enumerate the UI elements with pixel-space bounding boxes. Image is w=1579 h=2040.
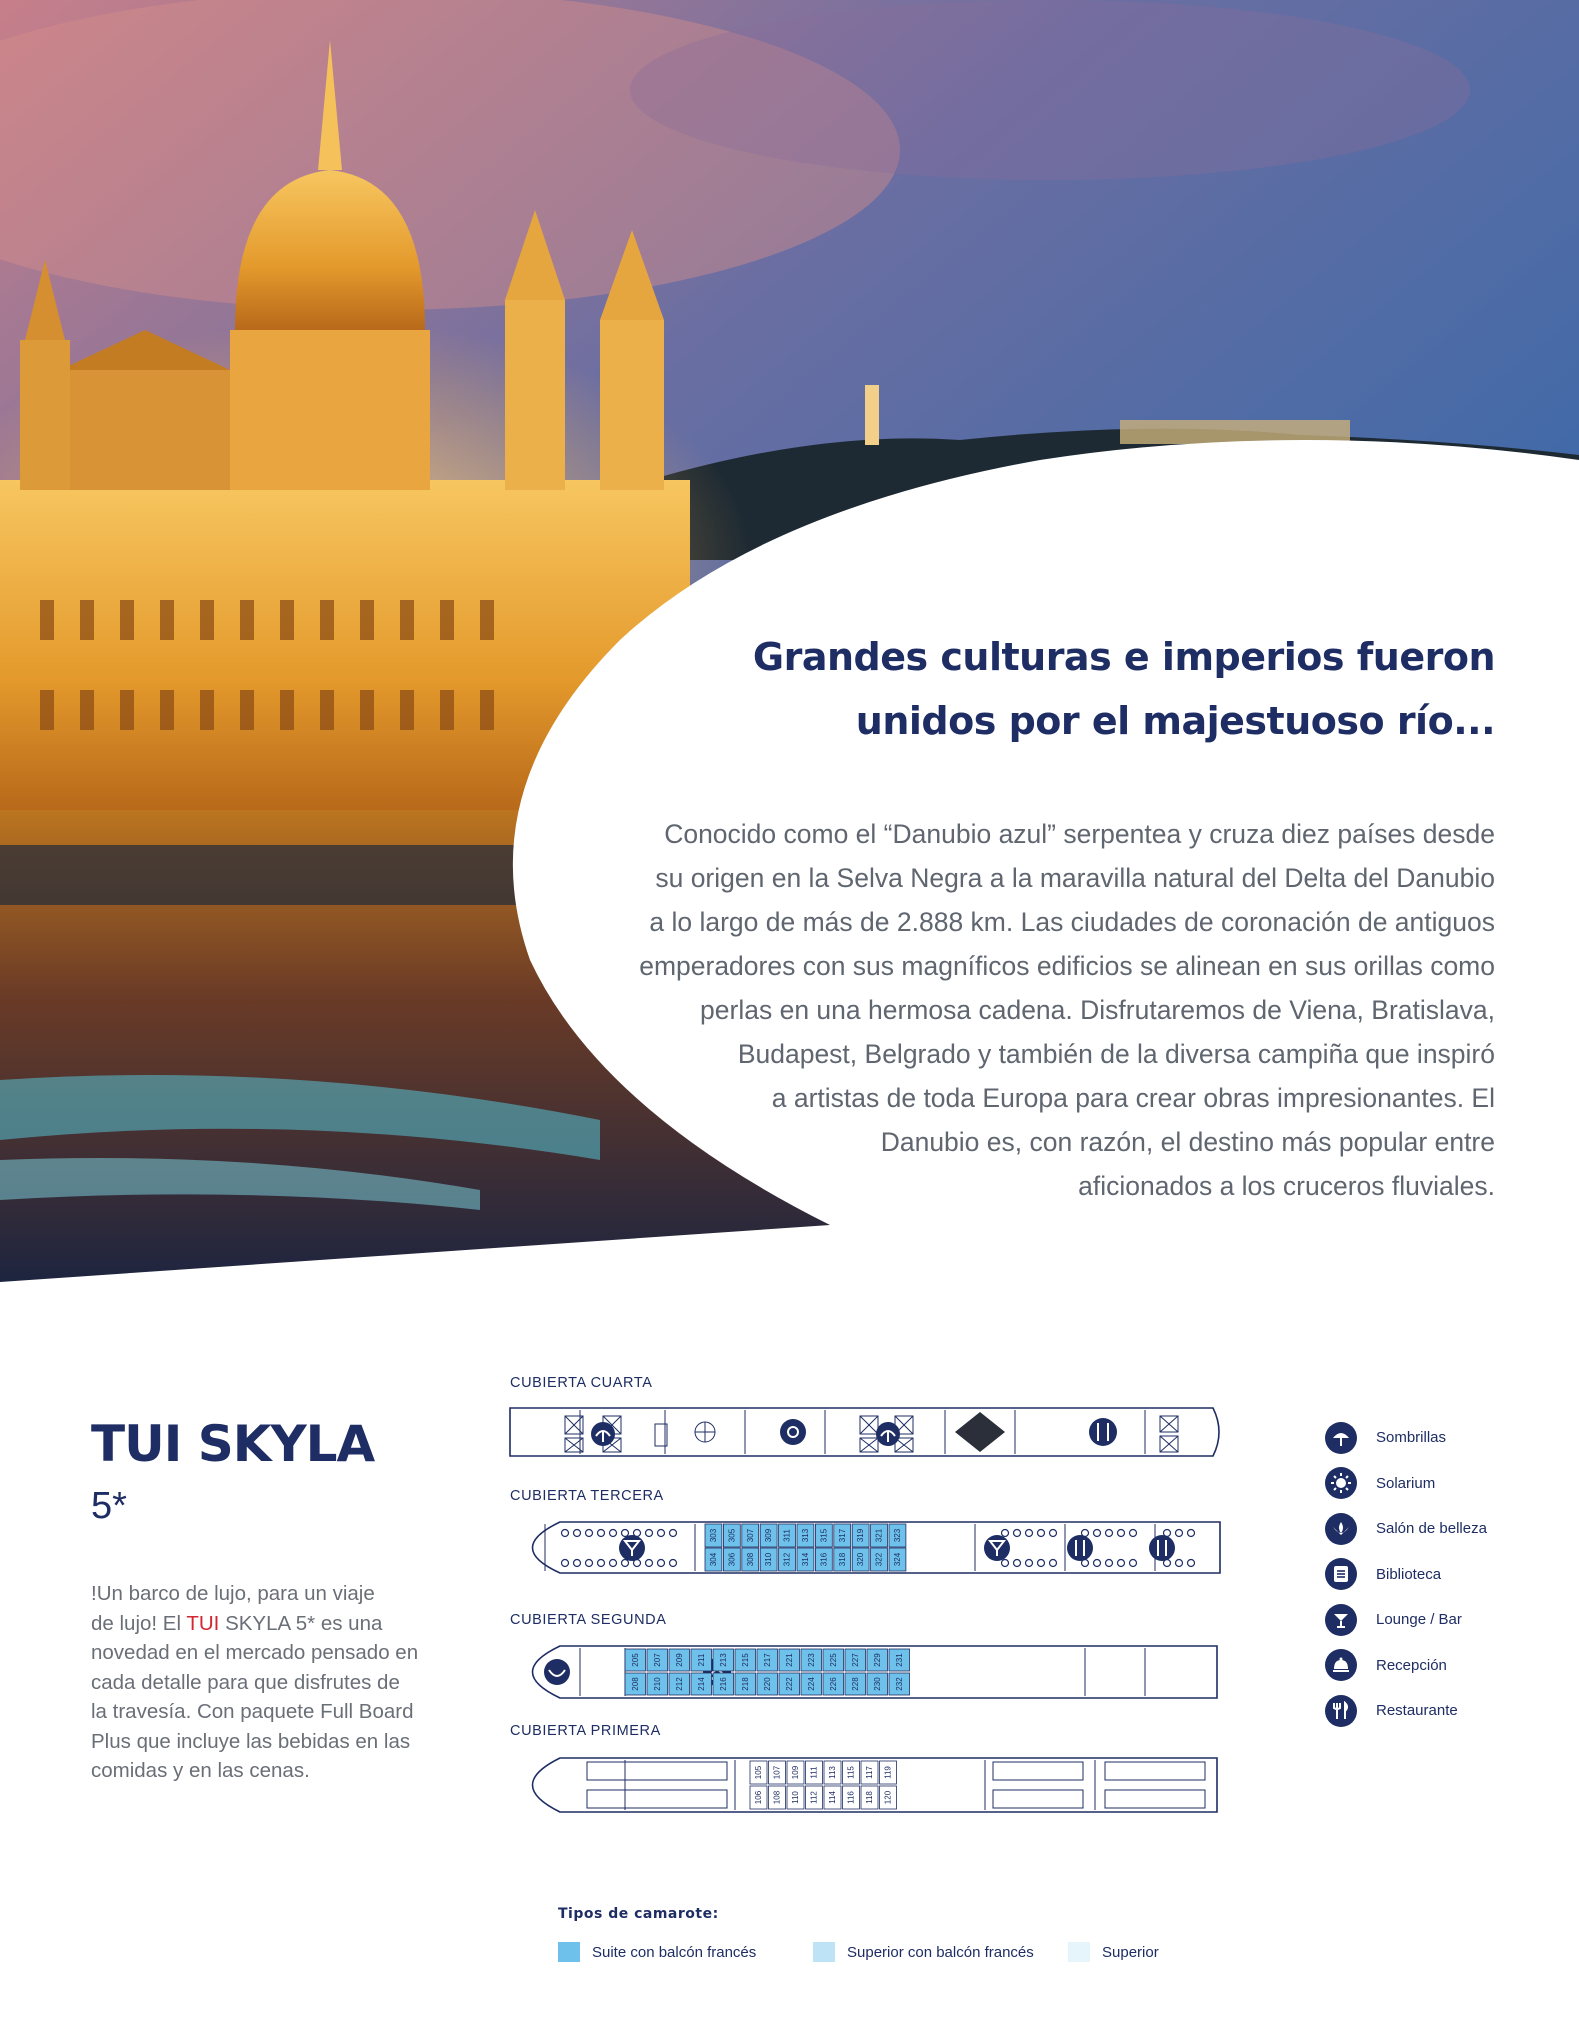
cabin-number-321: 321 [874,1528,884,1543]
cabin-number-211: 211 [696,1653,706,1667]
legend-label: Lounge / Bar [1376,1611,1462,1629]
headline-line: Grandes culturas e imperios fueron [752,635,1495,679]
cabin-number-230: 230 [872,1677,882,1691]
brand-tui: TUI [186,1611,220,1635]
swatch-superior-balcon [813,1942,835,1962]
ship-desc-line: la travesía. Con paquete Full Board [91,1700,414,1723]
headline-line: unidos por el majestuoso río... [855,699,1495,743]
swatch-suite [558,1942,580,1962]
intro-line: emperadores con sus magníficos edificios se alinean en sus orillas como [639,951,1495,981]
cabin-number-207: 207 [652,1653,662,1667]
ship-desc-line: Plus que incluye las bebidas en las [91,1729,411,1753]
ship-stars: 5* [91,1485,127,1527]
swatch-superior [1068,1942,1090,1962]
cabin-number-212: 212 [674,1677,684,1691]
intro-line: Budapest, Belgrado y también de la diversa campiña que inspiró [737,1039,1495,1069]
cabin-number-309: 309 [764,1528,774,1543]
cabin-type-superior [1068,1942,1159,1962]
cabin-number-117: 117 [865,1766,874,1779]
legend-item-biblioteca [1325,1552,1565,1598]
cabin-number-229: 229 [872,1653,882,1667]
intro-line: Conocido como el “Danubio azul” serpentea y cruza diez países desde [664,819,1495,849]
intro-paragraph [615,812,1495,1208]
cabin-number-214: 214 [696,1677,706,1691]
cabin-number-113: 113 [828,1766,837,1779]
legend-label: Recepción [1376,1656,1447,1674]
cabin-number-317: 317 [837,1528,847,1543]
cabin-number-106: 106 [754,1790,763,1805]
cabin-number-108: 108 [772,1790,782,1805]
cabin-number-118: 118 [865,1791,874,1804]
cabin-number-210: 210 [652,1677,662,1691]
cabin-number-319: 319 [856,1528,866,1543]
deck-label-segunda: CUBIERTA SEGUNDA [510,1612,667,1628]
ship-desc-line: novedad en el mercado pensado en [91,1641,419,1664]
legend-label: Biblioteca [1376,1565,1442,1583]
cabin-number-318: 318 [837,1552,847,1567]
cabin-number-311: 311 [782,1529,792,1542]
deck-label-primera: CUBIERTA PRIMERA [510,1723,661,1739]
legend-label: Solarium [1376,1474,1436,1492]
cabins-layer [625,1524,910,1809]
cabin-number-227: 227 [850,1653,860,1667]
legend-item-sombrillas [1325,1415,1565,1461]
legend-item-recepcion [1325,1643,1565,1689]
deck-cuarta-cutlery-icon [1089,1418,1117,1446]
cabin-number-111: 111 [809,1766,819,1779]
cabin-number-225: 225 [828,1653,838,1667]
cabin-number-109: 109 [791,1765,800,1780]
ship-desc-line: cada detalle para que disfrutes de [91,1670,400,1694]
deck-cuarta-diamond [955,1412,1005,1452]
cabin-number-209: 209 [674,1653,684,1667]
deck-label-cuarta: CUBIERTA CUARTA [510,1375,653,1391]
deck-tercera-cutlery-icon-2 [1149,1535,1175,1561]
bell-icon [1325,1649,1357,1681]
cabin-number-222: 222 [784,1677,794,1691]
cabin-number-218: 218 [740,1677,750,1691]
ship-desc-line [91,1609,431,1639]
umbrella-icon [1325,1422,1357,1454]
cabin-number-119: 119 [883,1766,893,1779]
cabin-number-213: 213 [718,1653,728,1667]
cabin-number-315: 315 [819,1528,829,1543]
cabin-number-116: 116 [846,1791,856,1804]
intro-line: a lo largo de más de 2.888 km. Las ciudades de coronación de antiguos [649,907,1495,937]
intro-line: Danubio es, con razón, el destino más popular entre [880,1127,1495,1157]
sun-icon [1325,1467,1357,1499]
cabin-number-110: 110 [791,1791,800,1804]
cabin-number-114: 114 [828,1791,837,1804]
cabin-number-314: 314 [800,1552,810,1567]
cabin-number-304: 304 [708,1552,718,1567]
ship-description [91,1579,431,1786]
lotus-icon [1325,1513,1357,1545]
cabin-number-324: 324 [892,1552,902,1567]
deck-cuarta-sun-icon [780,1419,806,1445]
cocktail-icon [1325,1604,1357,1636]
cabin-number-232: 232 [894,1677,904,1691]
legend-item-lounge-bar [1325,1597,1565,1643]
cabin-number-307: 307 [745,1528,755,1543]
legend-label: Sombrillas [1376,1429,1447,1447]
legend-label: Salón de belleza [1376,1520,1487,1538]
cabin-number-320: 320 [856,1552,866,1567]
ship-desc-text: SKYLA 5* es una [219,1611,383,1635]
cabin-number-120: 120 [883,1790,893,1805]
deck-segunda-lotus-icon [544,1659,570,1685]
cabin-number-221: 221 [784,1653,794,1667]
cabin-number-312: 312 [782,1552,792,1567]
cabin-type-label: Superior con balcón francés [847,1943,1034,1961]
ship-desc-line: comidas y en las cenas. [91,1759,310,1782]
deck-tercera-cocktail-icon-2 [984,1535,1010,1561]
ship-desc-text: de lujo! El [91,1611,187,1635]
cabin-number-220: 220 [762,1677,772,1691]
intro-line: su origen en la Selva Negra a la maravilla natural del Delta del Danubio [655,863,1495,893]
cabin-type-label: Superior [1102,1943,1159,1961]
cabin-type-superior-balcon [813,1942,1034,1962]
cabin-number-223: 223 [806,1653,816,1667]
cabin-number-305: 305 [727,1528,737,1543]
legend-item-salon-belleza [1325,1506,1565,1552]
legend-label: Restaurante [1376,1702,1458,1720]
intro-line: aficionados a los cruceros fluviales. [1078,1171,1495,1201]
cabin-number-313: 313 [800,1528,810,1543]
cabin-number-215: 215 [740,1653,750,1667]
cabin-number-310: 310 [764,1552,774,1567]
legend-item-solarium [1325,1461,1565,1507]
deck-tercera-cutlery-icon [1067,1535,1093,1561]
deck-label-tercera: CUBIERTA TERCERA [510,1488,664,1504]
cabin-number-107: 107 [772,1765,782,1780]
cabin-type-label: Suite con balcón francés [592,1943,757,1961]
cabin-number-228: 228 [850,1677,860,1691]
cabin-number-322: 322 [874,1552,884,1567]
ship-desc-line: !Un barco de lujo, para un viaje [91,1582,375,1605]
deck-tercera-cocktail-icon [619,1535,645,1561]
intro-line: a artistas de toda Europa para crear obras impresionantes. El [771,1083,1495,1113]
cabin-number-316: 316 [819,1552,829,1567]
cabin-number-112: 112 [809,1791,819,1804]
legend-item-restaurante [1325,1688,1565,1734]
intro-line: perlas en una hermosa cadena. Disfrutaremos de Viena, Bratislava, [700,995,1495,1025]
cabin-types-title: Tipos de camarote: [558,1906,719,1922]
cabin-number-216: 216 [718,1677,728,1691]
cabin-number-231: 231 [894,1653,904,1667]
deck-plan [505,1398,1225,1838]
cabin-type-suite [558,1942,756,1962]
headline [675,625,1495,753]
cabin-number-323: 323 [892,1528,902,1543]
ship-name: TUI SKYLA [91,1415,375,1473]
cabin-number-303: 303 [708,1528,718,1543]
amenities-legend [1325,1415,1565,1734]
cabin-number-205: 205 [630,1653,640,1667]
cabin-number-224: 224 [806,1677,816,1691]
cabin-number-217: 217 [762,1653,772,1667]
cabin-number-208: 208 [630,1677,640,1691]
cabin-number-105: 105 [754,1765,763,1780]
cabin-number-306: 306 [727,1552,737,1567]
cabin-number-115: 115 [846,1766,856,1779]
cabin-number-308: 308 [745,1552,755,1567]
book-icon [1325,1558,1357,1590]
cutlery-icon [1325,1695,1357,1727]
cabin-number-226: 226 [828,1677,838,1691]
